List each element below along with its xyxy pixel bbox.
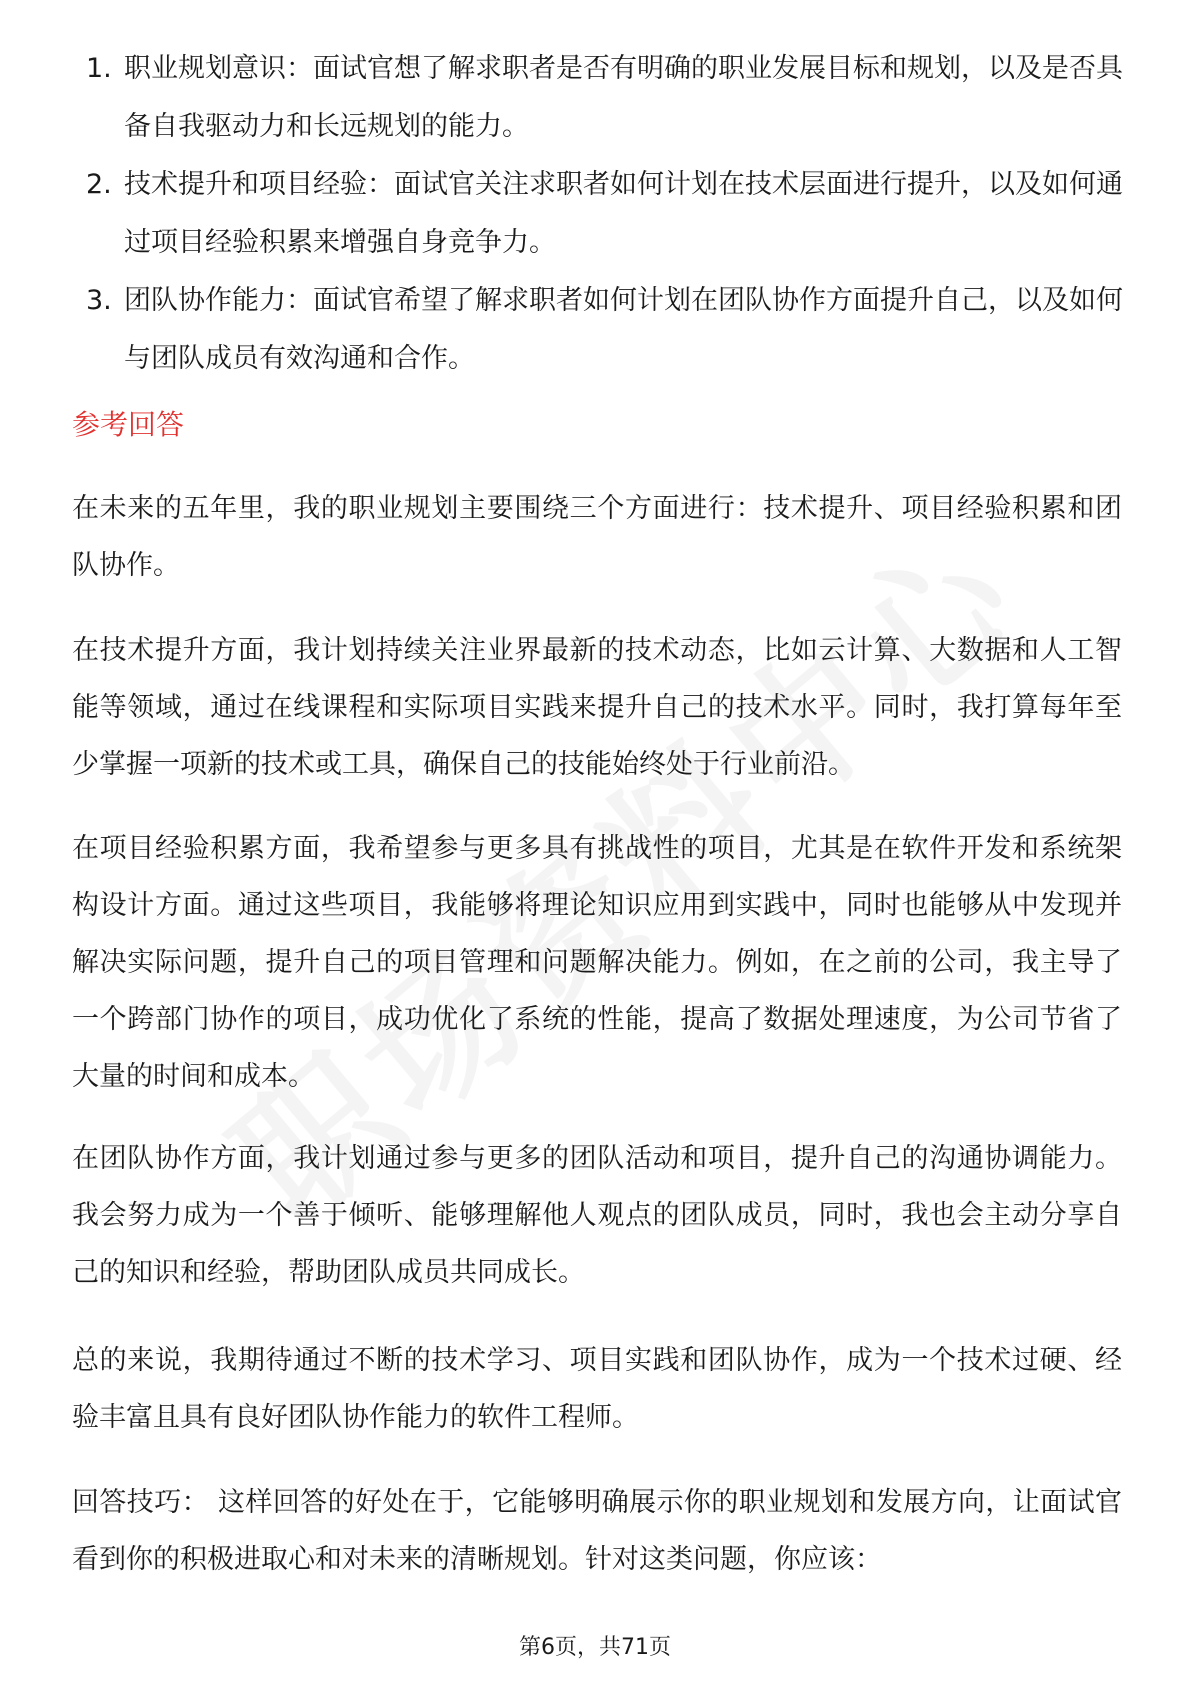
list-number: 3. [86,285,112,316]
list-item [66,40,1126,156]
paragraph-tech: 在技术提升方面，我计划持续关注业界最新的技术动态，比如云计算、大数据和人工智能等领域，通过在线课程和实际项目实践来提升自己的技术水平。同时，我打算每年至少掌握一项新的技术或工具，确保自己的技能始终处于行业前沿。 [72,635,1122,780]
list-item [66,156,1126,272]
list-number: 2. [86,169,112,200]
list-item [66,272,1126,388]
list-number: 1. [86,53,112,84]
section-heading: 参考回答 [72,408,185,441]
paragraph-tips: 回答技巧： 这样回答的好处在于，它能够明确展示你的职业规划和发展方向，让面试官看到你的积极进取心和对未来的清晰规划。针对这类问题，你应该： [72,1487,1122,1575]
paragraph-summary: 总的来说，我期待通过不断的技术学习、项目实践和团队协作，成为一个技术过硬、经验丰富且具有良好团队协作能力的软件工程师。 [72,1345,1122,1433]
list-item-text: 职业规划意识：面试官想了解求职者是否有明确的职业发展目标和规划，以及是否具备自我驱动力和长远规划的能力。 [124,53,1123,142]
list-item-text: 团队协作能力：面试官希望了解求职者如何计划在团队协作方面提升自己，以及如何与团队成员有效沟通和合作。 [124,285,1123,374]
page-footer: 第6页，共71页 [519,1635,671,1660]
list-item-text: 技术提升和项目经验：面试官关注求职者如何计划在技术层面进行提升，以及如何通过项目经验积累来增强自身竞争力。 [124,169,1123,258]
paragraph-projects: 在项目经验积累方面，我希望参与更多具有挑战性的项目，尤其是在软件开发和系统架构设计方面。通过这些项目，我能够将理论知识应用到实践中，同时也能够从中发现并解决实际问题，提升自己的项目管理和问题解决能力。例如，在之前的公司，我主导了一个跨部门协作的项目，成功优化了系统的性能，提高了数据处理速度，为公司节省了大量的时间和成本。 [72,833,1122,1092]
paragraph-teamwork: 在团队协作方面，我计划通过参与更多的团队活动和项目，提升自己的沟通协调能力。我会努力成为一个善于倾听、能够理解他人观点的团队成员，同时，我也会主动分享自己的知识和经验，帮助团队成员共同成长。 [72,1143,1122,1288]
key-points-list [66,40,1126,388]
paragraph-intro: 在未来的五年里，我的职业规划主要围绕三个方面进行：技术提升、项目经验积累和团队协作。 [72,493,1122,581]
